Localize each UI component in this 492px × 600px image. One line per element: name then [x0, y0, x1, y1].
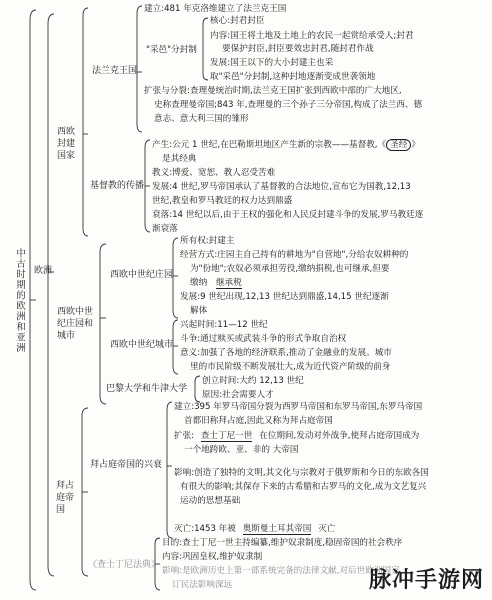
byz-rise-node: 拜占庭帝国的兴衰	[90, 460, 163, 470]
europe-brace	[48, 14, 54, 576]
frankish-line-4: 发展:国王以下的大小封建主也采	[210, 58, 334, 68]
city-line-3: 里的市民阶级不断发展壮大,成为近代资产阶级的前身	[190, 362, 391, 372]
frankish-line-2: 内容:国王将土地及土地上的农民一起赏给承受人;封君	[210, 31, 414, 41]
manor-node: 西欧中世纪庄园	[110, 270, 174, 280]
christ-line-3: 是其经典	[162, 154, 197, 164]
frankish-line-7: 史称查理曼帝国;843 年,查理曼的三个孙子三分帝国,构成了法兰西、德	[154, 100, 423, 110]
frankish-node: 法兰克王国	[92, 66, 138, 76]
city-line-0: 兴起时间:11—12 世纪	[180, 320, 268, 330]
byz-line-8: 运动的思想基础	[180, 496, 241, 506]
christ-line-0-text: 产生:公元 1 世纪,在巴勒斯坦地区产生新的宗教——基督教,《	[152, 140, 387, 150]
inheritance-tax: 继承税	[215, 278, 242, 288]
frankish-line-3: 要保护封臣,封臣要效忠封君,随封君作战	[222, 44, 374, 54]
western-feudal-node: 西欧封建国家	[57, 127, 76, 161]
manor-line-6: 解体	[190, 306, 208, 316]
manor-line-5: 发展:9 世纪出现,12,13 世纪达到鼎盛,14,15 世纪逐渐	[180, 292, 389, 302]
univ-brace	[195, 376, 200, 402]
code-node: 《查士丁尼法典》	[88, 560, 161, 570]
byz-fall-label: 灭亡:1453 年被	[174, 524, 236, 534]
frankish-line-6: 扩张与分裂:查理曼统治时期,法兰克王国扩张到西欧中部的广大地区,	[144, 86, 402, 96]
justinian-underline: 查士丁尼一世	[200, 431, 253, 441]
byz-line-5: 一个地跨欧、亚、非的 大帝国	[184, 445, 299, 455]
byz-fall-end: 灭亡	[318, 524, 336, 534]
city-line-1: 斗争:通过赎买或武装斗争的形式争取自治权	[180, 334, 347, 344]
city-node: 西欧中世纪城市	[110, 340, 174, 350]
christ-line-0	[152, 140, 420, 151]
byz-line-9	[174, 524, 335, 535]
byz-expand-text: 在位期间,发动对外战争,使拜占庭帝国成为	[259, 431, 420, 441]
code-line-3: 订民法影响深远	[172, 580, 233, 590]
byz-rise-brace	[167, 402, 172, 538]
byz-expand-label: 扩张:	[174, 431, 195, 441]
byz-line-7: 有很大的影响;其保存下来的古希腊和古罗马的文化,成为文艺复兴	[180, 482, 427, 492]
christ-line-4: 教义:博爱、宽恕、教人忍受苦难	[152, 168, 276, 178]
manor-line-3	[190, 278, 242, 289]
manor-line-0: 所有权:封建主	[180, 236, 235, 246]
christianity-node: 基督教的传播	[90, 181, 145, 191]
root-title: 中古时期的欧洲和亚洲	[14, 248, 25, 353]
christ-line-6: 世纪,教皇和罗马教廷的权力达到鼎盛	[152, 196, 293, 206]
christ-line-7: 衰落:14 世纪以后,由于王权的强化和人民反封建斗争的发展,罗马教廷逐	[152, 210, 424, 220]
watermark-text: 脉冲手游网	[368, 568, 484, 593]
western-brace	[83, 8, 88, 236]
manor-brace	[173, 238, 178, 318]
manor-line-1: 经营方式:庄园主自己持有的耕地为"自营地",分给农奴耕种的	[180, 250, 409, 260]
frankish-line-1: 核心:封君封臣	[210, 16, 265, 26]
frankish-line-5: 取"采邑"分封制,这种封地逐渐变成世袭领地	[210, 72, 376, 82]
christ-line-0-close: 》	[411, 140, 420, 150]
univ-line-1: 原因:社会需要人才	[202, 390, 274, 400]
univ-line-0: 创立时间:大约 12,13 世纪	[202, 376, 304, 386]
frankish-line-0: 建立:481 年克洛维建立了法兰克王国	[144, 4, 287, 14]
christ-line-5: 发展:4 世纪,罗马帝国承认了基督教的合法地位,宣布它为国教,12,13	[152, 182, 411, 192]
ottoman-underline: 奥斯曼土耳其帝国	[242, 524, 312, 534]
fief-node: "采邑"分封制	[146, 45, 197, 55]
christ-line-8: 渐衰落	[152, 224, 178, 234]
city-line-2: 意义:加强了各地的经济联系,推动了金融业的发展。城市	[180, 348, 392, 358]
manor-city-node: 西欧中世纪庄园和城市	[57, 307, 94, 341]
europe-node: 欧洲	[34, 266, 53, 276]
frankish-line-8: 意志、意大利三国的雏形	[154, 114, 249, 124]
univ-node: 巴黎大学和牛津大学	[106, 384, 188, 394]
watermark-logo	[369, 563, 484, 594]
code-line-0: 目的:查士丁尼一世主持编纂,维护奴隶制度,稳固帝国的社会秩序	[162, 538, 403, 548]
manor-line-3-text: 缴纳	[190, 278, 208, 288]
byz-line-6: 影响:创造了独特的文明,其文化与宗教对于俄罗斯和今日的东欧各国	[174, 468, 429, 478]
byz-line-2	[174, 431, 419, 442]
bible-highlight: 圣经	[386, 139, 411, 151]
frankish-brace	[137, 6, 142, 132]
city-brace	[173, 320, 178, 374]
byzantine-node: 拜占庭帝国	[56, 481, 75, 515]
fief-brace	[203, 18, 208, 80]
byz-line-1: 首都旧称拜占庭,因此又称为拜占庭帝国	[184, 416, 333, 426]
manor-line-2: 为"份地";农奴必须承担劳役,缴纳捐税,也可继承,但要	[190, 264, 390, 274]
code-line-1: 内容:巩固皇权,维护奴隶制	[162, 552, 263, 562]
code-line-2: 影响:是欧洲历史上第一部系统完备的法律文献,对后世欧洲国家	[162, 566, 400, 576]
byz-line-0: 建立:395 年罗马帝国分裂为西罗马帝国和东罗马帝国,东罗马帝国	[174, 402, 423, 412]
